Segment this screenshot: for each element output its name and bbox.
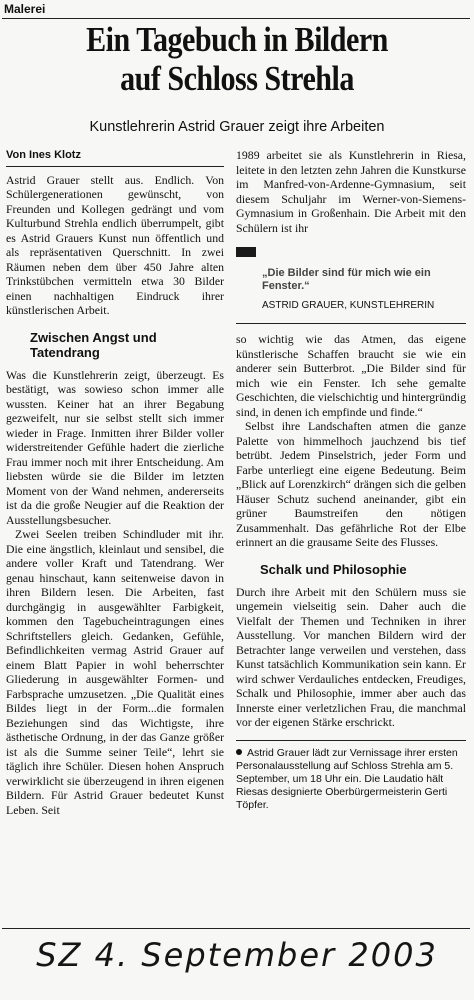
paragraph: Durch ihre Arbeit mit den Schülern muss sie ungemein vielseitig sein. Daher auch die Vielfalt der Themen und Techniken in ihrer Ausstellung. Vor manchen Bildern wird der Betrachter lange verweilen und verstehen, dass Kunst tatsächlich Kommunikation sein kann. Er wird schwer Verdauliches entdecken, Freudiges, Schalk und Philosophie, immer aber auch das Innerste einer verletzlichen Frau, die manchmal vor der eigenen Stärke erschrickt.	[236, 584, 466, 729]
pull-quote-attribution: ASTRID GRAUER, KUNSTLEHRERIN	[262, 300, 435, 311]
pull-quote: „Die Bilder sind für mich wie ein Fenster.“	[262, 267, 431, 292]
event-notice-text: Astrid Grauer lädt zur Vernissage ihrer ersten Personalausstellung auf Schloss Strehla am 5. September, um 18 Uhr ein. Die Laudatio hält Riesas designierte Oberbürgermeisterin Gerti Töpfer.	[236, 746, 458, 811]
quote-marker-bar	[236, 247, 256, 257]
paragraph-continued: 1989 arbeitet sie als Kunstlehrerin in Riesa, leitete in den letzten zehn Jahren die Kunstkurse im Manfred-von-Ardenne-Gymnasium, seit diesem Schuljahr im Werner-von-Siemens-Gymnasium in Großenhain. Die Arbeit mit den Schülern ist ihr	[236, 148, 466, 235]
section-label: Malerei	[4, 2, 46, 16]
paragraph-intro: Astrid Grauer stellt aus. Endlich. Von Schülergenerationen gewünscht, von Freunden und Kollegen gedrängt und vom Kulturbund Strehla endlich überrumpelt, gibt es Astrid Grauers Kunst nun öffentlich und als repräsentativen Querschnitt. In zwei Räumen neben dem über 450 Jahre alten Trinkstübchen vermitteln etwa 30 Bilder einen nachhaltigen Eindruck ihrer künstlerischen Arbeit.	[6, 172, 224, 317]
bullet-icon	[236, 749, 242, 755]
paragraph: Selbst ihre Landschaften atmen die ganze Palette von himmelhoch jauchzend bis tief betrübt. Jedem Pinselstrich, jeder Form und Farbe unterliegt eine eigene Bedeutung. Beim „Blick auf Lorenzkirch“ drängen sich die gelben Häuser Schutz suchend aneinander, gibt ein grüner Baumstreifen den nötigen Zusammenhalt. Das gefährliche Rot der Elbe erinnert an die grausame Seite des Flusses.	[236, 419, 466, 549]
top-rule	[2, 18, 470, 19]
pull-quote-box	[236, 245, 466, 324]
paragraph: Zwei Seelen treiben Schindluder mit ihr. Die eine ängstlich, kleinlaut und sensibel, die andere voller Kraft und Tatendrang. Wer genau hinschaut, kann seitenweise davon in ihren Bildern lesen. Die Arbeiten, fast durchgängig in ausgewählter Farbigkeit, kommen den Tagebucheintragungen eines Schriftstellers gleich. Gedanken, Gefühle, Befindlichkeiten vermag Astrid Grauer auf einem Blatt Papier in wohl beherrschter Gliederung in ausgewählter Formen- und Farbsprache umzusetzen. „Die Qualität eines Bildes liegt in der Form...die formalen Beziehungen sind das Wichtigste, ihre ästhetische Ordnung, in der das Ganze größer ist als die Summe seiner Teile“, lehrt sie täglich ihre Schüler. Diesen hohen Anspruch verwirklicht sie überzeugend in ihren eigenen Bildern. Für Astrid Grauer bedeutet Kunst Leben. Seit	[6, 527, 224, 817]
byline: Von Ines Klotz	[6, 148, 224, 167]
event-notice	[236, 740, 466, 812]
headline-line-2: auf Schloss Strehla	[120, 59, 354, 98]
bottom-rule	[2, 928, 470, 929]
paragraph: Was die Kunstlehrerin zeigt, überzeugt. Es bestätigt, was sowieso schon immer alle wussten. Keiner hat an ihrer Begabung gezweifelt, nur sie selbst stellt sich immer wieder in Frage. Inmitten ihrer Bilder voller widerstreitender Gefühle hadert die zierliche Frau immer noch mit ihrer Entscheidung. Am liebsten würde sie die Bilder im letzten Moment von der Wand nehmen, andererseits ist da die große Neugier auf die Reaktion der Ausstellungsbesucher.	[6, 367, 224, 527]
handwritten-source-date: SZ 4. September 2003	[36, 936, 438, 974]
headline	[33, 20, 441, 98]
subheadline: Kunstlehrerin Astrid Grauer zeigt ihre Arbeiten	[89, 119, 385, 135]
column-left	[6, 148, 224, 817]
column-right	[236, 148, 466, 812]
subhead-schalk-philosophie: Schalk und Philosophie	[260, 561, 407, 577]
subhead-angst-tatendrang: Zwischen Angst und Tatendrang	[30, 329, 157, 360]
headline-line-1: Ein Tagebuch in Bildern	[86, 20, 388, 59]
paragraph: so wichtig wie das Atmen, das eigene künstlerische Schaffen braucht sie wie ein anderer sein Butterbrot. „Die Bilder sind für mich wie ein Fenster. Ich sehe gemalte Geschichten, die vielschichtig und hintergründig sind, in denen ich empfinde und finde.“	[236, 332, 466, 419]
